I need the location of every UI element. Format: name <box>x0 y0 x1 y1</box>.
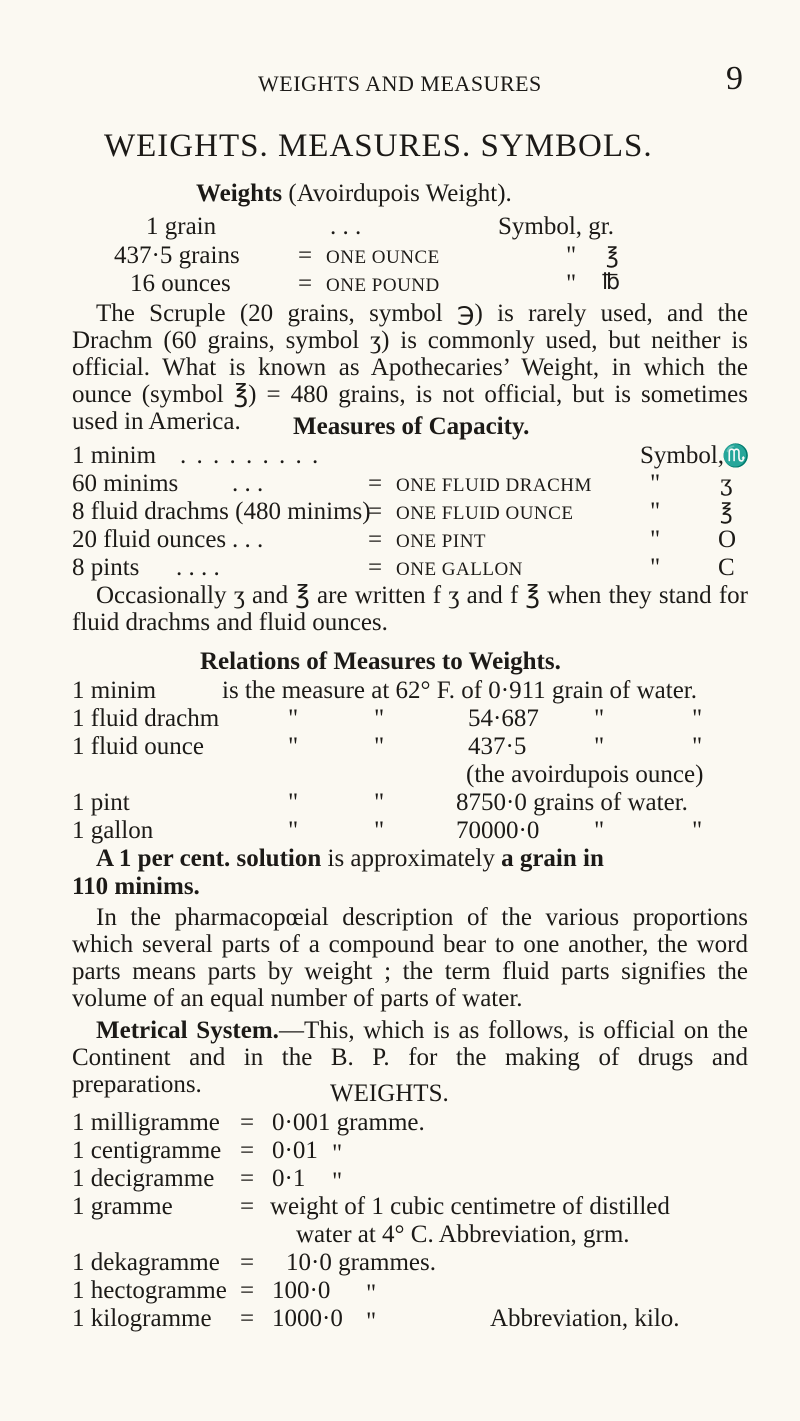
metric-row-5-unit: 1 dekagramme <box>72 1249 220 1276</box>
weights-row-2-qty: 437·5 grains <box>114 242 240 269</box>
weights-row-3-qty: 16 ounces <box>130 270 231 297</box>
metric-row-6-eq: = <box>240 1277 255 1304</box>
metric-row-4-value: weight of 1 cubic centimetre of distilled <box>270 1193 670 1220</box>
weights-row-1-qty: 1 grain <box>146 213 217 240</box>
relations-row-2-ditto-1: " <box>288 705 299 732</box>
metric-row-2-unit: 1 centigramme <box>72 1137 222 1164</box>
minim-symbol-icon: ♏ <box>722 444 750 469</box>
capacity-row-3-qty: 8 fluid drachms (480 minims) <box>72 498 371 525</box>
weights-row-3-ditto: " <box>566 270 577 297</box>
capacity-row-4-ditto: " <box>650 526 661 553</box>
weights-heading-bold: Weights <box>196 180 283 207</box>
relations-row-3-qty: 1 fluid ounce <box>72 733 204 760</box>
capacity-row-1-qty: 1 minim <box>72 442 157 469</box>
drachm-symbol-icon: ʒ <box>720 472 733 497</box>
metric-row-4-value-2: water at 4° C. Abbreviation, grm. <box>296 1221 630 1248</box>
metric-row-2-ditto: " <box>332 1140 343 1167</box>
metric-row-7-value: 1000·0 <box>272 1305 343 1332</box>
weights-heading-rest: (Avoirdupois Weight). <box>288 180 512 207</box>
relations-row-3-ditto-3: " <box>594 733 605 760</box>
relations-row-2-value: 54·687 <box>468 705 539 732</box>
metric-row-2-eq: = <box>240 1137 255 1164</box>
weights-row-1-symbol: Symbol, gr. <box>498 213 614 240</box>
relations-row-1-qty: 1 minim <box>72 677 157 704</box>
capacity-row-4-qty: 20 fluid ounces <box>72 526 227 553</box>
metric-row-7-eq: = <box>240 1305 255 1332</box>
relations-row-3-ditto-1: " <box>288 733 299 760</box>
relations-row-2-ditto-2: " <box>374 705 385 732</box>
relations-row-2-ditto-3: " <box>594 705 605 732</box>
capacity-row-3-eq: = <box>368 498 383 525</box>
capacity-row-3-ditto: " <box>650 498 661 525</box>
capacity-row-4-name: ONE PINT <box>396 531 487 552</box>
metric-row-4-eq: = <box>240 1193 255 1220</box>
capacity-row-5-ditto: " <box>650 554 661 581</box>
relations-row-5-qty: 1 pint <box>72 789 130 816</box>
gallon-symbol-icon: C <box>718 554 735 581</box>
relations-row-3-ditto-2: " <box>374 733 385 760</box>
capacity-heading: Measures of Capacity. <box>293 413 530 440</box>
relations-row-3-ditto-4: " <box>692 733 703 760</box>
weights-row-3-name: ONE POUND <box>326 275 440 296</box>
relations-heading: Relations of Measures to Weights. <box>200 648 561 675</box>
capacity-row-1-dots: . . . . . . . . . <box>180 442 321 469</box>
metric-row-4-unit: 1 gramme <box>72 1193 173 1220</box>
metric-row-3-ditto: " <box>332 1168 343 1195</box>
relations-row-2-qty: 1 fluid drachm <box>72 705 220 732</box>
weights-row-3-eq: = <box>298 270 313 297</box>
metric-row-1-unit: 1 milligramme <box>72 1109 220 1136</box>
metric-row-7-ditto: " <box>366 1308 377 1335</box>
solution-line <box>96 845 604 873</box>
capacity-row-2-ditto: " <box>650 470 661 497</box>
relations-row-2-ditto-4: " <box>692 705 703 732</box>
weights-row-2-ditto: " <box>566 242 577 269</box>
metrical-heading: Metrical System. <box>96 1017 279 1044</box>
metric-row-6-unit: 1 hectogramme <box>72 1277 227 1304</box>
running-header: WEIGHTS AND MEASURES <box>258 71 542 96</box>
capacity-row-1-label: Symbol, <box>640 442 725 469</box>
solution-mid: is approximately <box>327 845 495 872</box>
capacity-row-2-name: ONE FLUID DRACHM <box>396 475 592 496</box>
capacity-row-2-qty: 60 minims <box>72 470 179 497</box>
capacity-row-4-eq: = <box>368 526 383 553</box>
capacity-paragraph: Occasionally ʒ and ℥ are written f ʒ and f ℥ when they stand for fluid drachms and fluid ounces. <box>72 582 748 636</box>
relations-row-6-ditto-2: " <box>374 817 385 844</box>
capacity-row-5-eq: = <box>368 554 383 581</box>
metric-row-3-value: 0·1 <box>272 1165 306 1192</box>
weights-row-2-eq: = <box>298 242 313 269</box>
relations-row-5-ditto-1: " <box>288 789 299 816</box>
weights-paragraph: The Scruple (20 grains, symbol ℈) is rarely used, and the Drachm (60 grains, symbol ʒ) is commonly used, but neither is official. What is known as Apothecaries’ Weight, in which the ounce (symbol ℥) = 480 grains, is not official, but is sometimes used in America. <box>72 300 748 435</box>
metric-weights-heading: WEIGHTS. <box>330 1080 449 1107</box>
weights-row-1-dots: . . . <box>330 213 362 240</box>
metric-row-1-value: 0·001 gramme. <box>272 1109 425 1136</box>
relations-row-6-value: 70000·0 <box>456 817 540 844</box>
capacity-row-5-qty: 8 pints <box>72 554 140 581</box>
metric-row-6-ditto: " <box>366 1280 377 1307</box>
solution-bold-1: A 1 per cent. solution <box>96 845 322 872</box>
relations-row-5-ditto-2: " <box>374 789 385 816</box>
capacity-row-5-name: ONE GALLON <box>396 559 523 580</box>
relations-row-6-qty: 1 gallon <box>72 817 154 844</box>
solution-bold-2: a grain in <box>501 845 604 872</box>
capacity-row-5-dots: . . . . <box>176 554 220 581</box>
ounce-symbol-icon: ℥ <box>606 244 619 269</box>
metric-row-6-value: 100·0 <box>272 1277 331 1304</box>
page-title: WEIGHTS. MEASURES. SYMBOLS. <box>104 128 653 164</box>
weights-heading <box>196 180 512 208</box>
relations-row-6-ditto-4: " <box>692 817 703 844</box>
metric-row-7-extra: Abbreviation, kilo. <box>490 1305 680 1332</box>
relations-row-1-text: is the measure at 62° F. of 0·911 grain of water. <box>222 677 697 704</box>
metric-row-3-unit: 1 decigramme <box>72 1165 215 1192</box>
parts-paragraph: In the pharmacopœial description of the various proportions which several parts of a compound bear to one another, the word parts means parts by weight ; the term fluid parts signifies the volume of an equal number of parts of water. <box>72 904 748 1012</box>
capacity-row-2-eq: = <box>368 470 383 497</box>
relations-avoirdupois-note: (the avoirdupois ounce) <box>466 761 704 788</box>
metric-row-1-eq: = <box>240 1109 255 1136</box>
metric-row-2-value: 0·01 <box>272 1137 318 1164</box>
metric-row-7-unit: 1 kilogramme <box>72 1305 212 1332</box>
metric-row-5-eq: = <box>240 1249 255 1276</box>
metric-row-3-eq: = <box>240 1165 255 1192</box>
relations-row-5-value: 8750·0 grains of water. <box>456 789 688 816</box>
relations-row-3-value: 437·5 <box>468 733 527 760</box>
metric-row-5-value: 10·0 grammes. <box>286 1249 436 1276</box>
relations-row-6-ditto-3: " <box>594 817 605 844</box>
fluid-ounce-symbol-icon: ℥ <box>720 500 733 525</box>
pint-symbol-icon: O <box>718 526 737 553</box>
capacity-row-2-dots: . . . <box>232 470 264 497</box>
relations-row-6-ditto-1: " <box>288 817 299 844</box>
page-number: 9 <box>726 60 743 97</box>
solution-bold-3: 110 minims. <box>72 873 200 900</box>
metrical-text: —This, which is as follows, is official on the Continent and in the B. P. for the making of drugs and preparations. <box>72 1017 748 1098</box>
pound-symbol-icon: ℔ <box>602 270 620 295</box>
capacity-row-4-dots: . . . <box>232 526 264 553</box>
weights-row-2-name: ONE OUNCE <box>326 247 440 268</box>
capacity-row-3-name: ONE FLUID OUNCE <box>396 503 574 524</box>
